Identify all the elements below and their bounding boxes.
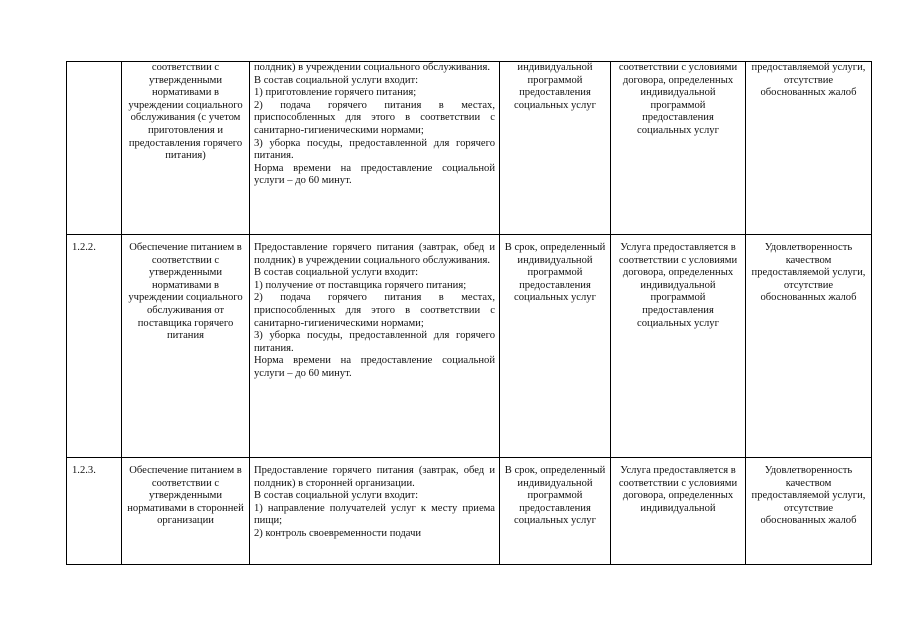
content-line: 3) уборка посуды, предоставленной для горячего питания. (254, 330, 495, 354)
service-content (250, 235, 500, 458)
content-line: 1) приготовление горячего питания; (254, 87, 417, 99)
service-name: Обеспечение питанием в соответствии с утвержденными нормативами в учреждении социального обслуживания от поставщика горячего питания (122, 235, 250, 458)
service-conditions: Услуга предоставляется в соответствии с условиями договора, определенных индивидуальной программой предоставления социальных услуг (611, 235, 746, 458)
service-name: соответствии с утвержденными нормативами в учреждении социального обслуживания (с учетом приготовления и предоставления горячего питания) (122, 62, 250, 235)
service-number: 1.2.3. (67, 458, 122, 565)
service-conditions: соответствии с условиями договора, определенных индивидуальной программой предоставления социальных услуг (611, 62, 746, 235)
content-line: В состав социальной услуги входит: (254, 74, 419, 86)
service-term: В срок, определенный индивидуальной программой предоставления социальных услуг (500, 458, 611, 565)
service-conditions: Услуга предоставляется в соответствии с условиями договора, определенных индивидуальной (611, 458, 746, 565)
service-term: индивидуальной программой предоставления социальных услуг (500, 62, 611, 235)
content-line: 1) направление получателей услуг к месту приема пищи; (254, 502, 495, 527)
content-line: Норма времени на предоставление социальной услуги – до 60 минут. (254, 162, 495, 187)
service-indicator: Удовлетворенность качеством предоставляемой услуги, отсутствие обоснованных жалоб (746, 235, 872, 458)
service-number: 1.2.2. (67, 235, 122, 458)
content-line: полдник) в учреждении социального обслуживания. (254, 62, 490, 73)
table-row (67, 62, 872, 235)
content-line: 3) уборка посуды, предоставленной для горячего питания. (254, 137, 495, 162)
content-line: Норма времени на предоставление социальной услуги – до 60 минут. (254, 355, 495, 379)
services-table (66, 61, 872, 565)
table-row (67, 458, 872, 565)
service-number (67, 62, 122, 235)
content-line: Предоставление горячего питания (завтрак, обед и полдник) в сторонней организации. (254, 465, 495, 489)
content-line: 2) подача горячего питания в местах, приспособленных для этого в соответствии с санитарно-гигиеническими нормами; (254, 292, 495, 329)
table-row (67, 235, 872, 458)
content-line: Предоставление горячего питания (завтрак, обед и полдник) в учреждении социального обслуживания. (254, 242, 495, 266)
content-line: В состав социальной услуги входит: (254, 490, 419, 502)
content-line: 2) контроль своевременности подачи (254, 527, 422, 539)
service-indicator: Удовлетворенность качеством предоставляемой услуги, отсутствие обоснованных жалоб (746, 458, 872, 565)
content-line: В состав социальной услуги входит: (254, 267, 419, 279)
service-name: Обеспечение питанием в соответствии с утвержденными нормативами в сторонней организации (122, 458, 250, 565)
service-indicator: предоставляемой услуги, отсутствие обоснованных жалоб (746, 62, 872, 235)
service-content (250, 62, 500, 235)
service-term: В срок, определенный индивидуальной программой предоставления социальных услуг (500, 235, 611, 458)
content-line: 1) получение от поставщика горячего питания; (254, 279, 467, 291)
content-line: 2) подача горячего питания в местах, приспособленных для этого в соответствии с санитарно-гигиеническими нормами; (254, 99, 495, 136)
service-content (250, 458, 500, 565)
